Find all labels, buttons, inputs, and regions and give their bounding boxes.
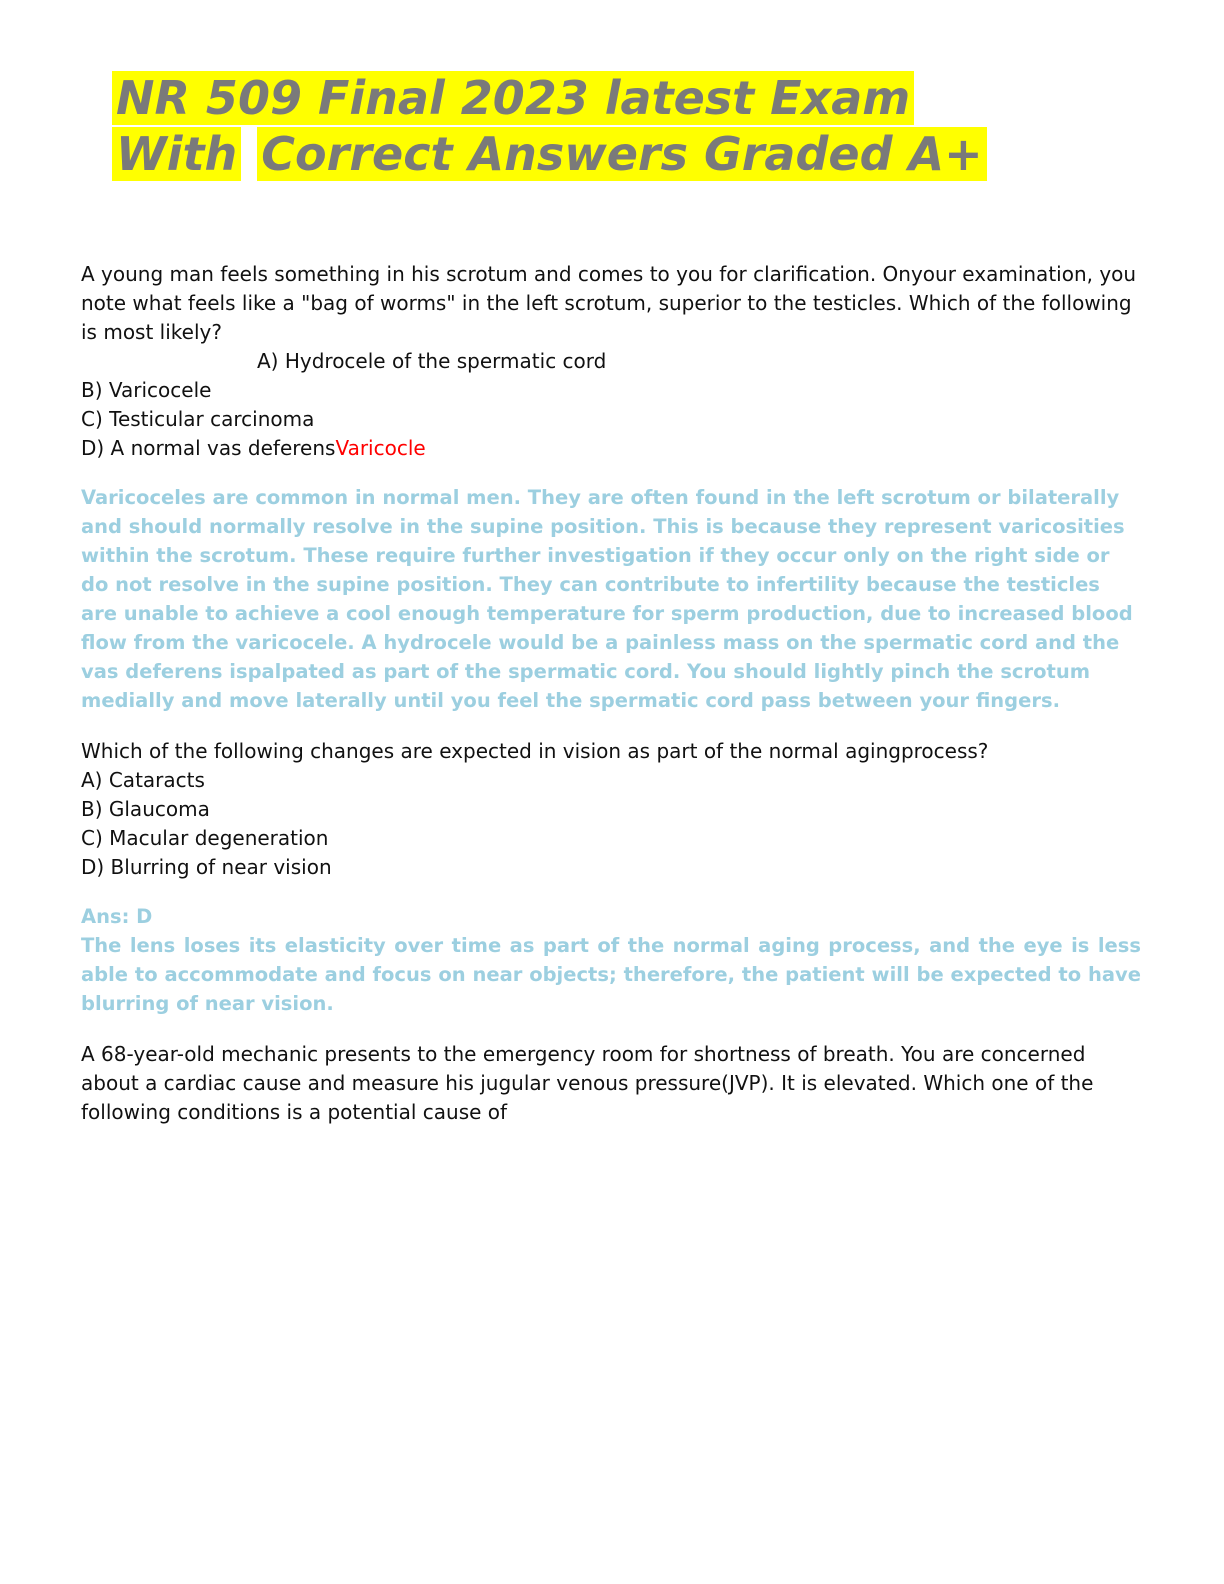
option-d: [81, 434, 1141, 463]
option-b: B) Varicocele: [81, 378, 212, 402]
option-d-text: D) A normal vas deferens: [81, 436, 336, 460]
inline-answer: Varicocle: [335, 436, 426, 460]
option-b: B) Glaucoma: [81, 797, 210, 821]
question-text: A 68-year-old mechanic presents to the emergency room for shortness of breath. You are concerned about a cardiac cause and measure his jugular venous pressure(JVP). It is elevated. Which one of the following conditions is a potential cause of: [81, 1042, 1094, 1124]
answer-explanation: The lens loses its elasticity over time as part of the normal aging process, and the eye is less able to accommodate and focus on near objects; therefore, the patient will be expected to have blurring of near vision.: [81, 934, 1141, 1015]
title-line-1: [112, 70, 1124, 126]
title-line-1-text: NR 509 Final 2023 latest Exam: [112, 71, 914, 125]
option-a: A) Cataracts: [81, 768, 205, 792]
option-c: C) Macular degeneration: [81, 826, 329, 850]
title-line-2-part-2: Correct Answers Graded A+: [257, 127, 986, 181]
option-c: C) Testicular carcinoma: [81, 407, 315, 431]
answer-label: Ans: D: [81, 905, 153, 928]
question-block: [81, 260, 1141, 715]
title-line-2-part-1: With: [112, 127, 241, 181]
question-text: A young man feels something in his scrotum and comes to you for clarification. Onyour examination, you note what feels like a "bag of worms" in the left scrotum, superior to the testicles. Which of the following is most likely?: [81, 262, 1137, 344]
document-body: [81, 260, 1141, 1127]
document-title: [112, 70, 1124, 182]
question-text: Which of the following changes are expected in vision as part of the normal agingprocess?: [81, 739, 989, 763]
title-line-2: [112, 126, 1124, 182]
option-d: D) Blurring of near vision: [81, 855, 332, 879]
option-a: A) Hydrocele of the spermatic cord: [257, 349, 607, 373]
question-block: [81, 1040, 1141, 1127]
question-block: [81, 737, 1141, 1018]
answer-explanation: Varicoceles are common in normal men. They are often found in the left scrotum or bilaterally and should normally resolve in the supine position. This is because they represent varicosities within the scrotum. These require further investigation if they occur only on the right side or do not resolve in the supine position. They can contribute to infertility because the testicles are unable to achieve a cool enough temperature for sperm production, due to increased blood flow from the varicocele. A hydrocele would be a painless mass on the spermatic cord and the vas deferens ispalpated as part of the spermatic cord. You should lightly pinch the scrotum medially and move laterally until you feel the spermatic cord pass between your fingers.: [81, 486, 1133, 712]
